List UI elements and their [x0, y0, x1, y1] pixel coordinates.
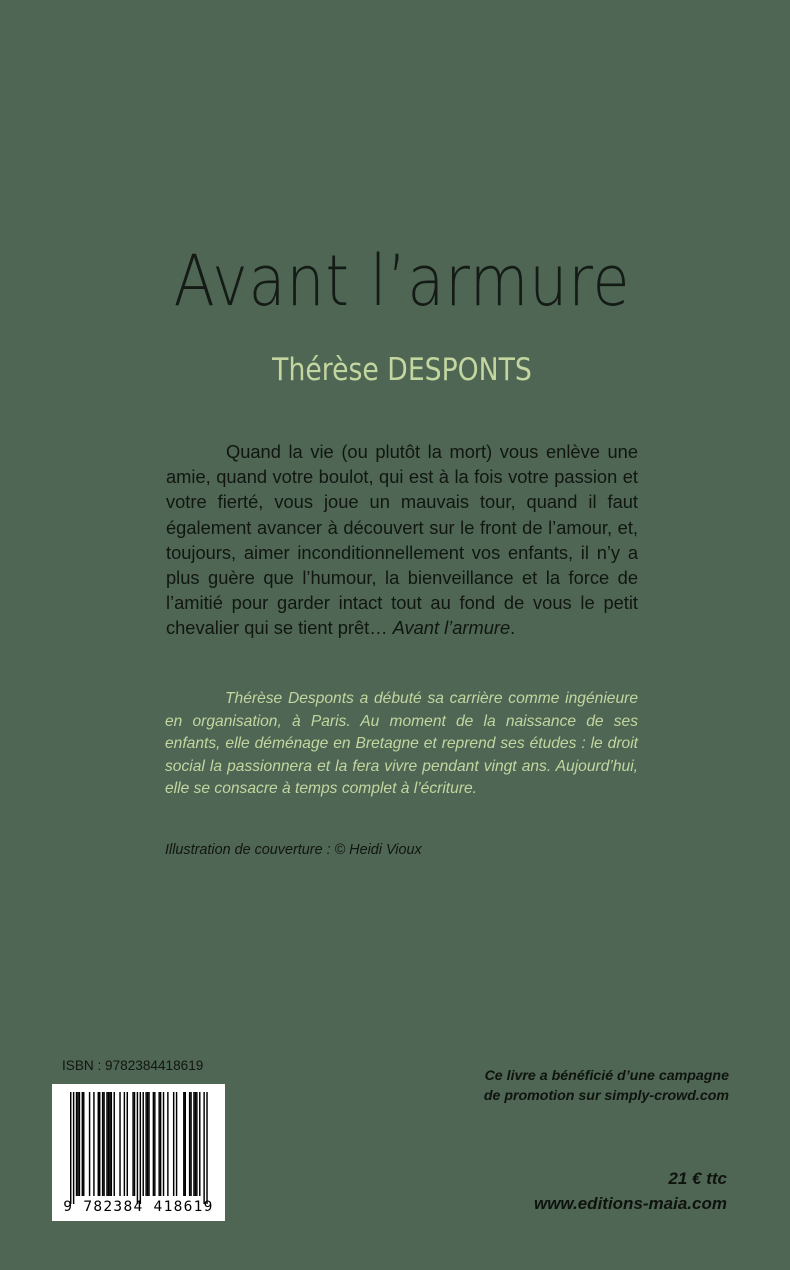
barcode-bar: [196, 1092, 197, 1196]
promo-line-2: de promotion sur simply-crowd.com: [483, 1088, 729, 1104]
barcode-bar: [193, 1092, 194, 1196]
barcode-bar: [93, 1092, 94, 1196]
barcode-bar: [176, 1092, 177, 1196]
barcode-bar: [160, 1092, 161, 1196]
barcode-bar: [206, 1092, 207, 1204]
barcode-bar: [153, 1092, 154, 1196]
barcode-bar: [119, 1092, 120, 1196]
barcode-bar: [106, 1092, 107, 1196]
barcode-bar: [189, 1092, 190, 1196]
barcode-bar: [83, 1092, 84, 1196]
barcode-bar: [167, 1092, 168, 1196]
barcode-bar: [143, 1092, 144, 1196]
isbn-label: ISBN : 9782384418619: [62, 1058, 204, 1073]
barcode-bar: [103, 1092, 104, 1196]
illustration-credit: Illustration de couverture : © Heidi Vioux: [165, 842, 422, 858]
blurb-end: .: [510, 617, 516, 639]
author-bio: Thérèse Desponts a débuté sa carrière comme ingénieure en organisation, à Paris. Au moment de la naissance de ses enfants, elle déménage en Bretagne et reprend ses études : le droit social la passionnera et la fera vivre pendant vingt ans. Aujourd’hui, elle se consacre à temps complet à l’écriture.: [165, 690, 638, 798]
barcode-bar: [140, 1092, 141, 1204]
barcode-digits: 9 782384 418619: [63, 1199, 214, 1215]
barcode-bar: [137, 1092, 138, 1204]
barcode-bar: [114, 1092, 115, 1196]
barcode-bar: [145, 1092, 146, 1196]
blurb-title-emphasis: Avant l’armure: [392, 617, 511, 639]
barcode-bar: [199, 1092, 200, 1196]
book-title: Avant l’armure: [173, 240, 631, 322]
barcode-bar: [108, 1092, 109, 1196]
barcode-bar: [79, 1092, 80, 1196]
barcode-bar: [132, 1092, 133, 1196]
barcode-bar: [99, 1092, 100, 1196]
barcode-bar: [158, 1092, 159, 1196]
barcode-bar: [73, 1092, 74, 1204]
barcode-bar: [127, 1092, 128, 1196]
barcode-bar: [70, 1092, 71, 1204]
barcode-bar: [89, 1092, 90, 1196]
barcode: [52, 1084, 225, 1221]
barcode-bar: [109, 1092, 110, 1196]
barcode-bar: [102, 1092, 103, 1196]
barcode-bar: [82, 1092, 83, 1196]
author-name: Thérèse DESPONTS: [272, 352, 532, 388]
barcode-bar: [183, 1092, 184, 1196]
barcode-bar: [77, 1092, 78, 1196]
barcode-bar: [154, 1092, 155, 1196]
barcode-bar: [147, 1092, 148, 1196]
barcode-bar: [195, 1092, 196, 1196]
price: 21 € ttc: [668, 1169, 727, 1188]
promo-line-1: Ce livre a bénéficié d’une campagne: [484, 1068, 729, 1084]
barcode-bar: [98, 1092, 99, 1196]
blurb-text: Quand la vie (ou plutôt la mort) vous enlève une amie, quand votre boulot, qui est à la fois votre passion et votre fierté, vous joue un mauvais tour, quand il faut également avancer à découvert sur le front de l’amour, et, toujours, aimer inconditionnellement vos enfants, il n’y a plus guère que l’humour, la bienveillance et la force de l’amitié pour garder intact tout au fond de vous le petit chevalier qui se tient prêt…: [166, 441, 638, 639]
barcode-bar: [124, 1092, 125, 1196]
barcode-bar: [163, 1092, 164, 1196]
publisher-website: www.editions-maia.com: [533, 1194, 727, 1213]
barcode-bar: [76, 1092, 77, 1196]
barcode-bar: [148, 1092, 149, 1196]
blurb-paragraph: [166, 439, 638, 641]
barcode-bar: [134, 1092, 135, 1196]
barcode-bar: [203, 1092, 204, 1204]
promo-note: [429, 1066, 729, 1106]
barcode-bar: [111, 1092, 112, 1196]
barcode-bar: [173, 1092, 174, 1196]
barcode-bar: [190, 1092, 191, 1196]
barcode-bar: [185, 1092, 186, 1196]
